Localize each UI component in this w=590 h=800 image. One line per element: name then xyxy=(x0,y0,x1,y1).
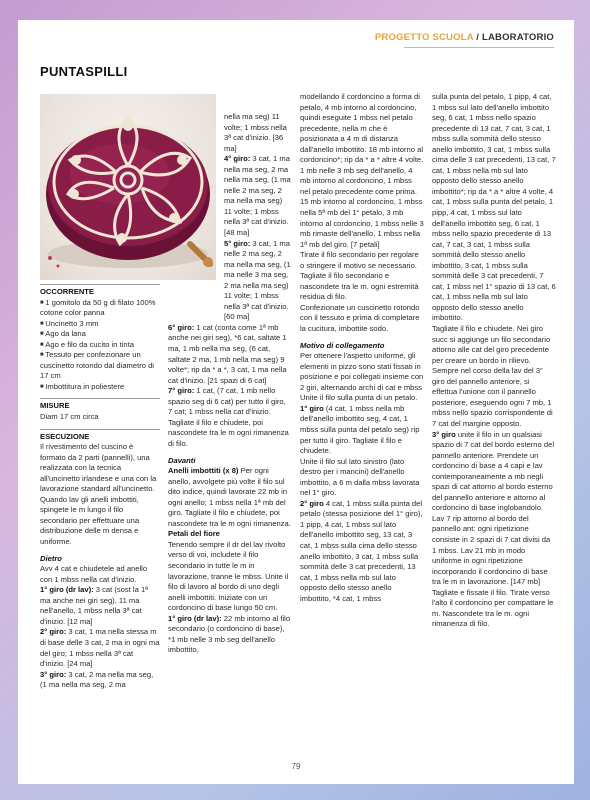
petali-heading: Petali del fiore xyxy=(168,529,220,539)
esecuzione-text: Il rivestimento del cuscino è formato da 2 parti (pannelli), una realizzata con la tecnica all'uncinetto irlandese e una con la lavorazione standard all'uncinetto. Quando lav gli anelli imbottiti, spingete le m lungo il filo secondario per effettuare una distribuzione delle m densa e uniforme. xyxy=(40,442,157,547)
motivo-round-1b: Unite il filo sul lato sinistro (lato destro per i mancini) dell'anello imbottito, a 6 m dalla mbss lavorata nel 1° giro. xyxy=(300,456,420,498)
divider xyxy=(40,284,160,285)
misure-text: Diam 17 cm circa xyxy=(40,412,99,422)
column-2-top xyxy=(168,112,292,323)
round-6: 6° giro: 1 cat (conta come 1ª mb anche nei giri seg), *6 cat, saltate 1 ma, 1 mb nella ma seg, (6 cat, saltate 2 ma, 1 mb nella ma seg) 9 volte*; rip da * a *, 3 cat, 1 ma nella cat d'inizio. [21 spazi di 6 cat] xyxy=(168,322,287,385)
section-header xyxy=(375,32,554,43)
column-3 xyxy=(300,92,424,604)
header-rule xyxy=(404,47,554,48)
motivo-round-1: 1° giro (4 cat, 1 mbss nella mb dell'anello imbottito seg, 4 cat, 1 mbss sulla punta del petalo seg) rip per tutto il giro. Tagliate il filo e chiudete. xyxy=(300,403,420,456)
esecuzione-heading: ESECUZIONE xyxy=(40,431,90,441)
repeat-text: Lav 7 rip attorno al bordo del pannello ant: ogni ripetizione consiste in 2 spazi di 7 cat divisi da 1 mbss. Lav 21 mb in modo uniforme in ogni ripetizione incorporando il cordoncino di base tra le m in lavorazione. [147 mb] xyxy=(432,513,551,587)
finishing-text: Tagliate il filo e chiudete. Nei giro succ si aggiunge un filo secondario attorno alle cat del giro precedente per creare un bordo in rilievo. Sempre nel corso della lav del 3° giro del pannello anteriore, si effettua l'unione con il pannello posteriore, eseguendo ogni 7 mb, 1 mbss nello spazio corrispondente di 7 cat del margine opposto. xyxy=(432,324,553,428)
subsection-name: LABORATORIO xyxy=(481,32,554,43)
petali-round-1: 1° giro (dr lav): 22 mb intorno al filo secondario (o cordoncino di base), *1 mb nelle 3 mb seg dell'anello imbottito, xyxy=(168,613,291,655)
section-separator: / xyxy=(473,32,482,43)
round-4: 4° giro: 3 cat, 1 ma nella ma seg, 2 ma nella ma seg, (1 ma nelle 2 ma seg, 2 ma nella ma seg) 11 volte; 1 mbss nella 3ª cat d'inizio. [48 ma] xyxy=(224,154,291,238)
round-2: 2° giro: 3 cat, 1 ma nella stessa m di base delle 3 cat, 2 ma in ogni ma del giro; 1 mbss nella 3ª cat d'inizio. [24 ma] xyxy=(40,627,160,669)
petali-cont: modellando il cordoncino a forma di petalo, 4 mb intorno al cordoncino, quindi eseguite 1 mbss nel petalo precedente, nella m che è posizionata a 4 m di distanza dall'anello imbottito. 18 mb intorno al cordoncino*; rip da * a * altre 4 volte. 1 mb nelle 3 mb seg dell'anello, 4 mb intorno al cordoncino, 1 mbss nel petalo precedente come prima. 15 mb intorno al cordoncino, 1 mbss nella 5ª mb del 1° petalo, 3 mb intorno al cordoncino, 1 mbss nelle 3 mb rimaste dell'anello, 1 mbss nella 1ª mb del giro. [7 petali] xyxy=(300,92,424,249)
watermark: PassionForum.ru xyxy=(491,770,568,781)
round-3: 3° giro: 3 cat, 2 ma nella ma seg, (1 ma nella ma seg, 2 ma xyxy=(40,669,154,690)
final-text: Tagliate e fissate il filo. Tirate verso l'alto il cordoncino per compattare le m. Nascondete tra le m. ogni rimanenza di filo. xyxy=(432,587,554,629)
section-name: PROGETTO SCUOLA xyxy=(374,32,474,43)
material-item: ■ Ago e filo da cucito in tinta xyxy=(40,340,160,351)
dietro-heading: Dietro xyxy=(40,553,62,563)
divider xyxy=(40,398,160,399)
motivo-text: Per ottenere l'aspetto uniforme, gli elementi in pizzo sono stati fissati in posizione e poi collegati insieme con 2 giri, alternando archi di cat e mbss xyxy=(300,351,424,392)
motivo-round-2-cont: sulla punta del petalo, 1 pipp, 4 cat, 1 mbss sul lato dell'anello imbottito seg, 6 cat, 1 mbss nello spazio precedente di 13 cat, 7 cat, 3 cat, 1 mbss sulla sommità dello stesso anello imbottito, 3 cat, 1 mbss sulla cima delle 3 cat precedenti, 13 cat, 7 cat, 1 mbss nella mb sul lato opposto dello stesso anello imbottito*; rip da * a * altre 4 volte, 4 cat, 1 mbss sulla punta del petalo, 1 pipp, 4 cat, 1 mbss sul lato dell'anello imbottito seg, 6 cat, 1 mbss nello spazio precedente di 13 cat, 7 cat, 3 cat, 1 mbss sulla sommità dello stesso anello imbottito, 3 cat, 1 mbss sulla sommità delle 3 cat precedenti, 7 cat, 1 mbss nel 1° spazio di 13 cat, 6 cat, 1 mbss nella mb sul lato opposto dello stesso anello imbottito. xyxy=(432,92,556,323)
article-title: PUNTASPILLI xyxy=(40,64,128,79)
dietro-intro: Avv 4 cat e chiudetele ad anello con 1 mbss nella cat d'inizio. xyxy=(40,564,148,584)
petali-finish: Tirate il filo secondario per regolare o stringere il motivo se necessario. Tagliate il filo secondario e nascondete tra le m. ogni estremità residua di filo. xyxy=(300,250,419,302)
motivo-text-2: Unite il filo sulla punta di un petalo. xyxy=(300,393,418,403)
magazine-page xyxy=(18,20,574,784)
misure-heading: MISURE xyxy=(40,401,70,411)
occorrente-heading: OCCORRENTE xyxy=(40,287,95,296)
material-item: ■ Imbottitura in poliestere xyxy=(40,382,160,393)
round-7: 7° giro: 1 cat, (7 cat, 1 mb nello spazio seg di 6 cat) per tutto il giro, 7 cat; 1 mbss nella cat d'inizio. Tagliate il filo e chiudete, poi nascondete tra le m ogni rimanenza di filo. xyxy=(168,386,289,448)
motivo-heading: Motivo di collegamento xyxy=(300,340,385,350)
column-2 xyxy=(168,112,292,656)
motivo-round-2: 2° giro 4 cat, 1 mbss sulla punta del petalo (stessa posizione del 1° giro), 1 pipp, 4 cat, 1 mbss sul lato dell'anello imbottito seg, 13 cat, 3 cat, 1 mbss sulla cima dello stesso anello imbottito, 3 cat, 1 mbss sulla sommità delle 3 cat precedenti, 13 cat, 1 mbss nella mb sul lato opposto dello stesso anello imbottito, *4 cat, 1 mbss xyxy=(300,498,423,603)
material-item: ■ Uncinetto 3 mm xyxy=(40,319,160,330)
material-item: ■ Ago da lana xyxy=(40,329,160,340)
petali-text: Tenendo sempre il dr del lav rivolto verso di voi, includete il filo secondario in tutte le m in lavorazione, tranne le mbss. Unite il filo di lavoro al bordo di uno degli anelli imbottiti. Iniziate con un cordoncino di base lungo 50 cm. xyxy=(168,539,289,613)
page-number: 79 xyxy=(291,762,301,771)
round-3-front: 3° giro unite il filo in un qualsiasi spazio di 7 cat del bordo esterno del pannello anteriore. Prendete un cordoncino di base a 4 capi e lav contemporaneamente a mb negli spazi di cat attorno al bordo esterno del pannello anteriore e attorno al cordoncino di base inglobandolo. xyxy=(432,429,555,513)
material-item: ■ 1 gomitolo da 50 g di filato 100% cotone color panna xyxy=(40,298,160,319)
column-1 xyxy=(40,282,160,691)
davanti-heading: Davanti xyxy=(168,455,196,465)
anelli-text: Anelli imbottiti (x 8) Per ogni anello, avvolgete più volte il filo sul dito indice, quindi lavorate 22 mb in ogni anello; 1 mbss nella 1ª mb del giro. Tagliate il filo e chiudete, poi nascondete tra le m ogni rimanenza. xyxy=(168,466,291,528)
column-4 xyxy=(432,92,556,630)
material-item: ■ Tessuto per confezionare un cuscinetto rotondo dal diametro di 17 cm xyxy=(40,350,160,382)
cushion-assembly: Confezionate un cuscinetto rotondo con il tessuto e prima di completare la cucitura, imbottite sodo. xyxy=(300,302,420,334)
divider xyxy=(40,429,160,430)
round-1: 1° giro (dr lav): 3 cat (sost la 1ª ma anche nei giri seg), 11 ma nell'anello, 1 mbss nella 3ª cat d'inizio. [12 ma] xyxy=(40,585,148,626)
round-3-cont: nella ma seg) 11 volte; 1 mbss nella 3ª cat d'inizio. [36 ma] xyxy=(224,112,287,153)
round-5: 5° giro: 3 cat, 1 ma nelle 2 ma seg, 2 ma nella ma seg, (1 ma nelle 3 ma seg, 2 ma nella ma seg) 11 volte; 1 mbss nella 3ª cat d'inizio. [60 ma] xyxy=(224,238,291,322)
